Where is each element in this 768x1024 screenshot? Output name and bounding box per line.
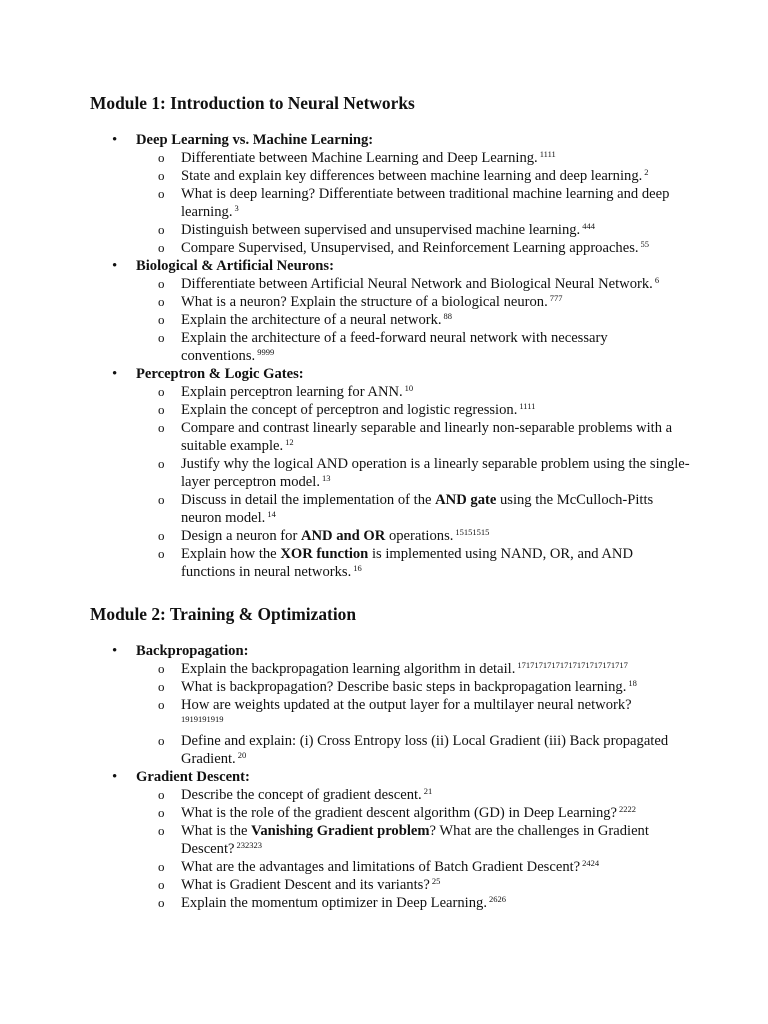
question-item (136, 786, 690, 804)
reference-number: 6 (654, 275, 660, 285)
question-item (136, 185, 690, 221)
question-text: What is Gradient Descent and its variants? (181, 877, 430, 893)
question-text: Explain the concept of perceptron and logistic regression. (181, 402, 518, 418)
topic-title: Backpropagation: (136, 643, 249, 659)
question-text-bold: Vanishing Gradient problem (251, 823, 430, 839)
question-item (136, 804, 690, 822)
topic-title: Perceptron & Logic Gates: (136, 366, 304, 382)
question-item (136, 660, 690, 678)
question-item (136, 275, 690, 293)
topic-title: Deep Learning vs. Machine Learning: (136, 132, 374, 148)
topic-title: Gradient Descent: (136, 769, 250, 785)
question-item (136, 527, 690, 545)
reference-number: 13 (321, 473, 331, 483)
reference-number: 1919191919 (181, 714, 224, 724)
question-text: ? What are the challenges in Gradient Descent? (181, 823, 649, 857)
question-text: Define and explain: (i) Cross Entropy loss (ii) Local Gradient (iii) Back propagated Gradient. (181, 733, 669, 767)
reference-number: 15151515 (455, 527, 490, 537)
question-item (136, 858, 690, 876)
topic-item (90, 768, 690, 912)
question-item (136, 732, 690, 768)
reference-number: 25 (431, 876, 441, 886)
question-item (136, 221, 690, 239)
question-text: Explain perceptron learning for ANN. (181, 384, 403, 400)
question-text: Explain how the (181, 546, 281, 562)
reference-number: 2626 (488, 894, 506, 904)
question-text: What are the advantages and limitations of Batch Gradient Descent? (181, 859, 581, 875)
reference-number: 10 (404, 383, 414, 393)
question-text: Differentiate between Machine Learning and Deep Learning. (181, 150, 538, 166)
topic-item (90, 365, 690, 581)
question-item (136, 293, 690, 311)
question-item (136, 491, 690, 527)
question-item (136, 545, 690, 581)
question-text: is implemented using NAND, OR, and AND functions in neural networks. (181, 546, 633, 580)
question-text: Explain the momentum optimizer in Deep Learning. (181, 895, 487, 911)
question-text: operations. (385, 528, 454, 544)
question-text: Design a neuron for (181, 528, 301, 544)
question-item (136, 419, 690, 455)
question-text-bold: AND gate (435, 492, 497, 508)
reference-number: 21 (423, 786, 433, 796)
reference-number: 2424 (582, 858, 600, 868)
question-item (136, 876, 690, 894)
module-title: Module 2: Training & Optimization (90, 604, 357, 624)
question-text: Explain the architecture of a feed-forward neural network with necessary conventions. (181, 330, 608, 364)
question-item (136, 311, 690, 329)
topic-list (90, 642, 690, 912)
question-list (136, 383, 690, 581)
question-list (136, 149, 690, 257)
reference-number: 444 (582, 221, 595, 231)
topic-item (90, 257, 690, 365)
question-item (136, 383, 690, 401)
question-item (136, 401, 690, 419)
question-text: What is the (181, 823, 252, 839)
question-item (136, 822, 690, 858)
question-item (136, 239, 690, 257)
question-text: Justify why the logical AND operation is a linearly separable problem using the single-layer perceptron model. (181, 456, 690, 490)
reference-number: 2 (644, 167, 649, 177)
question-text: State and explain key differences between machine learning and deep learning. (181, 168, 643, 184)
question-list (136, 786, 690, 912)
question-text: What is the role of the gradient descent algorithm (GD) in Deep Learning? (181, 805, 618, 821)
topic-item (90, 642, 690, 768)
question-list (136, 660, 690, 768)
reference-number: 16 (353, 563, 362, 573)
question-text: Explain the architecture of a neural network. (181, 312, 442, 328)
question-text: Discuss in detail the implementation of the (181, 492, 436, 508)
question-text: Differentiate between Artificial Neural Network and Biological Neural Network. (181, 276, 653, 292)
reference-number: 1111 (519, 401, 536, 411)
question-text-bold: XOR function (280, 546, 369, 562)
topic-list (90, 131, 690, 581)
question-text: using the McCulloch-Pitts neuron model. (181, 492, 654, 526)
reference-number: 55 (640, 239, 650, 249)
question-text-bold: AND and OR (300, 528, 386, 544)
module-title: Module 1: Introduction to Neural Networks (90, 93, 415, 113)
question-text: Compare and contrast linearly separable and linearly non-separable problems with a suitable example. (181, 420, 673, 454)
reference-number: 88 (443, 311, 453, 321)
reference-number: 20 (237, 750, 247, 760)
reference-number: 18 (628, 678, 637, 688)
reference-number: 12 (285, 437, 294, 447)
question-item (136, 678, 690, 696)
reference-number: 9999 (257, 347, 275, 357)
topic-item (90, 131, 690, 257)
question-list (136, 275, 690, 365)
question-text: What is backpropagation? Describe basic steps in backpropagation learning. (181, 679, 627, 695)
question-text: What is a neuron? Explain the structure of a biological neuron. (181, 294, 548, 310)
reference-number: 1111 (539, 149, 556, 159)
topic-title: Biological & Artificial Neurons: (136, 258, 334, 274)
question-item (136, 329, 690, 365)
reference-number: 17171717171717171717171717 (517, 660, 628, 670)
question-text: Explain the backpropagation learning algorithm in detail. (181, 661, 516, 677)
reference-number: 232323 (236, 840, 262, 850)
question-text: Compare Supervised, Unsupervised, and Reinforcement Learning approaches. (181, 240, 639, 256)
question-text: Describe the concept of gradient descent. (181, 787, 422, 803)
question-item (136, 696, 690, 724)
question-item (136, 167, 690, 185)
reference-number: 14 (267, 509, 276, 519)
question-item (136, 149, 690, 167)
question-item (136, 455, 690, 491)
question-item (136, 894, 690, 912)
reference-number: 3 (234, 203, 239, 213)
question-text: How are weights updated at the output layer for a multilayer neural network? (181, 697, 632, 713)
reference-number: 777 (549, 293, 563, 303)
question-text: Distinguish between supervised and unsupervised machine learning. (181, 222, 581, 238)
question-text: What is deep learning? Differentiate between traditional machine learning and deep learning. (181, 186, 670, 220)
reference-number: 2222 (619, 804, 637, 814)
